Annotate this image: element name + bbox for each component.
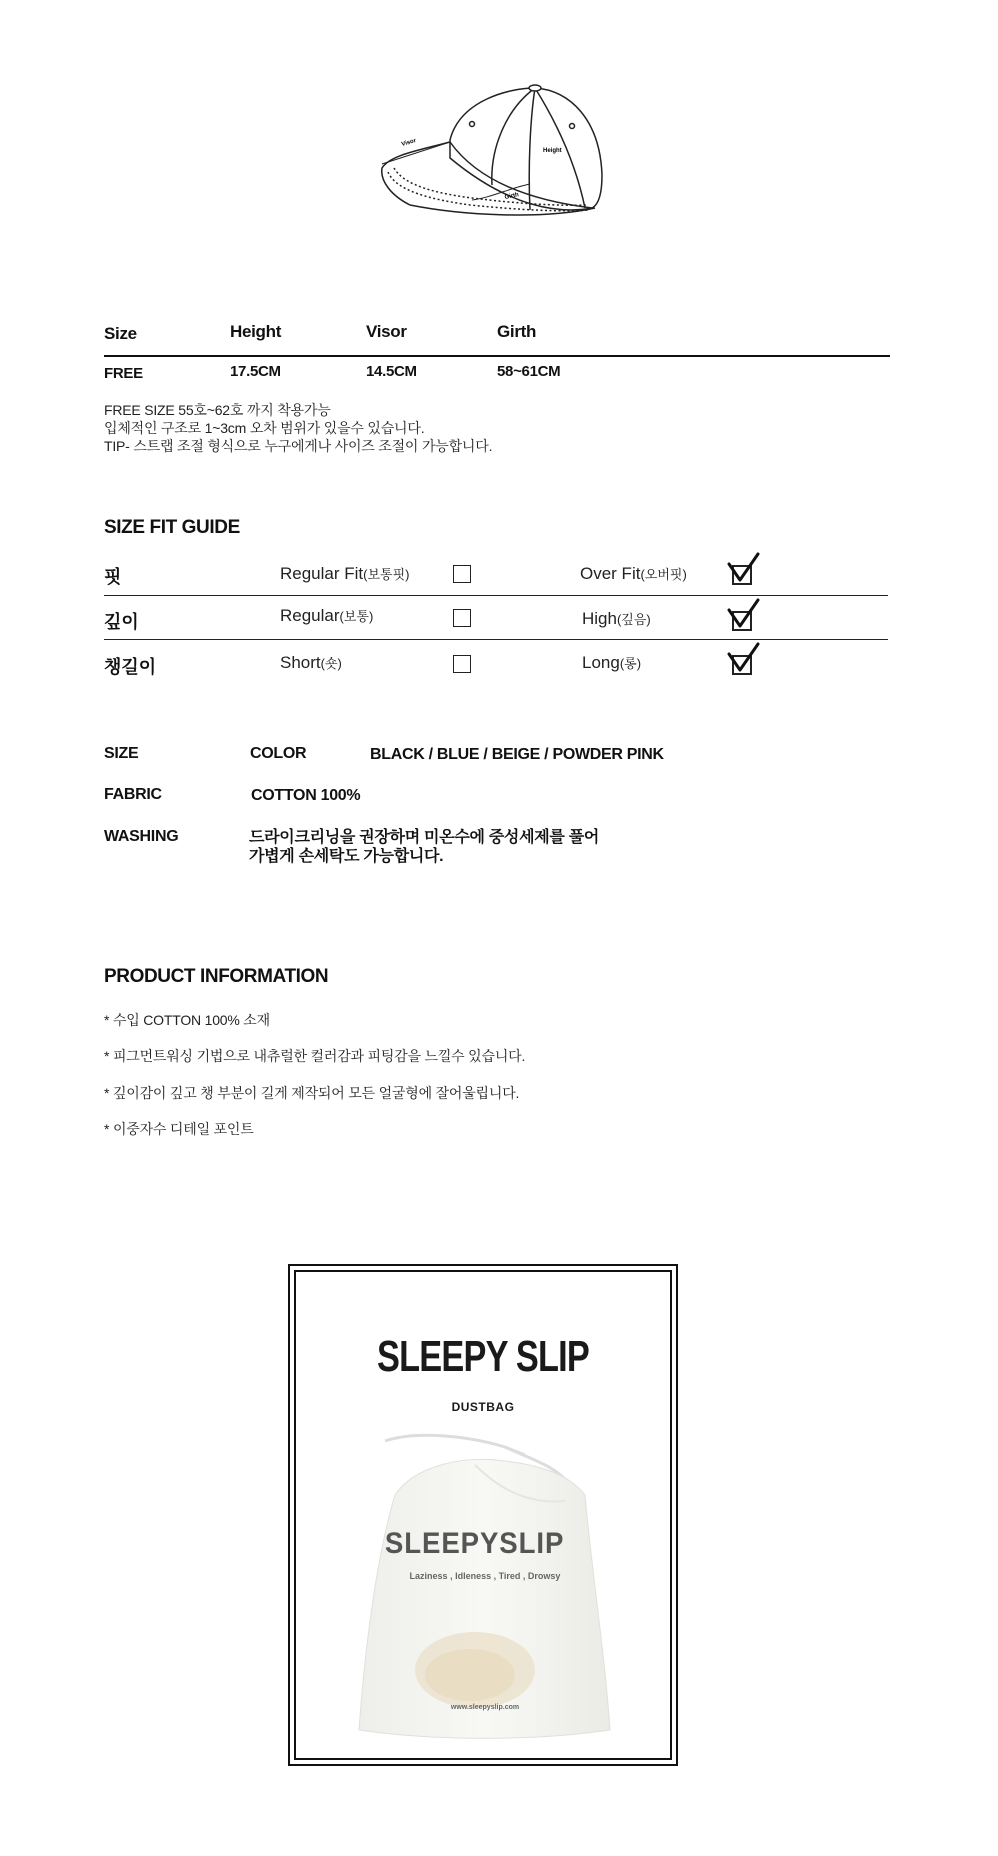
diagram-label-visor: Visor <box>400 138 417 148</box>
height-value: 17.5CM <box>230 363 281 380</box>
product-info-title: PRODUCT INFORMATION <box>104 966 329 987</box>
diagram-label-girth: Girth <box>504 192 520 201</box>
size-note-line: FREE SIZE 55호~62호 까지 착용가능 <box>104 402 331 418</box>
spec-washing-line: 가볍게 손세탁도 가능합니다. <box>249 848 444 865</box>
depth-option-regular: Regular(보통) <box>280 606 374 625</box>
spec-color-key: COLOR <box>250 745 307 762</box>
fit-over-checked-icon[interactable] <box>726 550 762 590</box>
depth-row-label: 깊이 <box>104 612 139 632</box>
fit-row-label: 핏 <box>104 567 122 587</box>
spec-fabric-key: FABRIC <box>104 786 162 803</box>
brim-row-label: 챙길이 <box>104 657 157 677</box>
girth-col-header: Girth <box>497 322 537 341</box>
product-info-item: * 깊이감이 깊고 챙 부분이 길게 제작되어 모든 얼굴형에 잘어울립니다. <box>104 1085 520 1101</box>
diagram-label-height: Height <box>543 148 562 154</box>
bag-tagline-print: Laziness , Idleness , Tired , Drowsy <box>409 1571 561 1581</box>
product-info-item: * 피그먼트워싱 기법으로 내츄럴한 컬러감과 피팅감을 느낄수 있습니다. <box>104 1048 526 1064</box>
product-info-item: * 이중자수 디테일 포인트 <box>104 1121 254 1137</box>
spec-color-value: BLACK / BLUE / BEIGE / POWDER PINK <box>370 746 664 763</box>
fit-regular-checkbox[interactable] <box>453 565 471 583</box>
visor-col-header: Visor <box>366 322 407 341</box>
depth-row-divider <box>104 639 888 640</box>
size-value: FREE <box>104 365 143 382</box>
fit-row-divider <box>104 595 888 596</box>
size-note-line: 입체적인 구조로 1~3cm 오차 범위가 있을수 있습니다. <box>104 420 425 436</box>
product-info-item: * 수입 COTTON 100% 소재 <box>104 1012 270 1028</box>
spec-size-key: SIZE <box>104 745 139 762</box>
brim-short-checkbox[interactable] <box>453 655 471 673</box>
brim-option-long: Long(롱) <box>582 653 642 672</box>
size-note-line: TIP- 스트랩 조절 형식으로 누구에게나 사이즈 조절이 가능합니다. <box>104 438 493 454</box>
bag-brand-print: SLEEPYSLIP <box>384 1526 565 1561</box>
fit-guide-title: SIZE FIT GUIDE <box>104 517 240 538</box>
depth-option-high: High(깊음) <box>582 609 651 628</box>
size-table-divider <box>104 355 890 357</box>
girth-value: 58~61CM <box>497 363 561 380</box>
fit-option-over: Over Fit(오버핏) <box>580 564 687 583</box>
brand-title: SLEEPY SLIP <box>376 1332 590 1381</box>
dustbag-image <box>355 1425 615 1745</box>
fit-option-regular: Regular Fit(보통핏) <box>280 564 410 583</box>
depth-high-checked-icon[interactable] <box>726 596 762 636</box>
spec-washing-line: 드라이크리닝을 권장하며 미온수에 중성세제를 풀어 <box>249 829 600 846</box>
depth-regular-checkbox[interactable] <box>453 609 471 627</box>
spec-washing-key: WASHING <box>104 828 179 845</box>
bag-url-print: www.sleepyslip.com <box>450 1704 520 1711</box>
spec-washing-value <box>249 828 599 866</box>
spec-fabric-value: COTTON 100% <box>251 787 361 804</box>
brim-option-short: Short(숏) <box>280 653 342 672</box>
cap-size-diagram <box>380 80 620 240</box>
size-note <box>104 401 492 455</box>
dustbag-subtitle: DUSTBAG <box>451 1400 515 1414</box>
brim-long-checked-icon[interactable] <box>726 640 762 680</box>
height-col-header: Height <box>230 322 282 341</box>
size-col-header: Size <box>104 324 137 343</box>
visor-value: 14.5CM <box>366 363 417 380</box>
